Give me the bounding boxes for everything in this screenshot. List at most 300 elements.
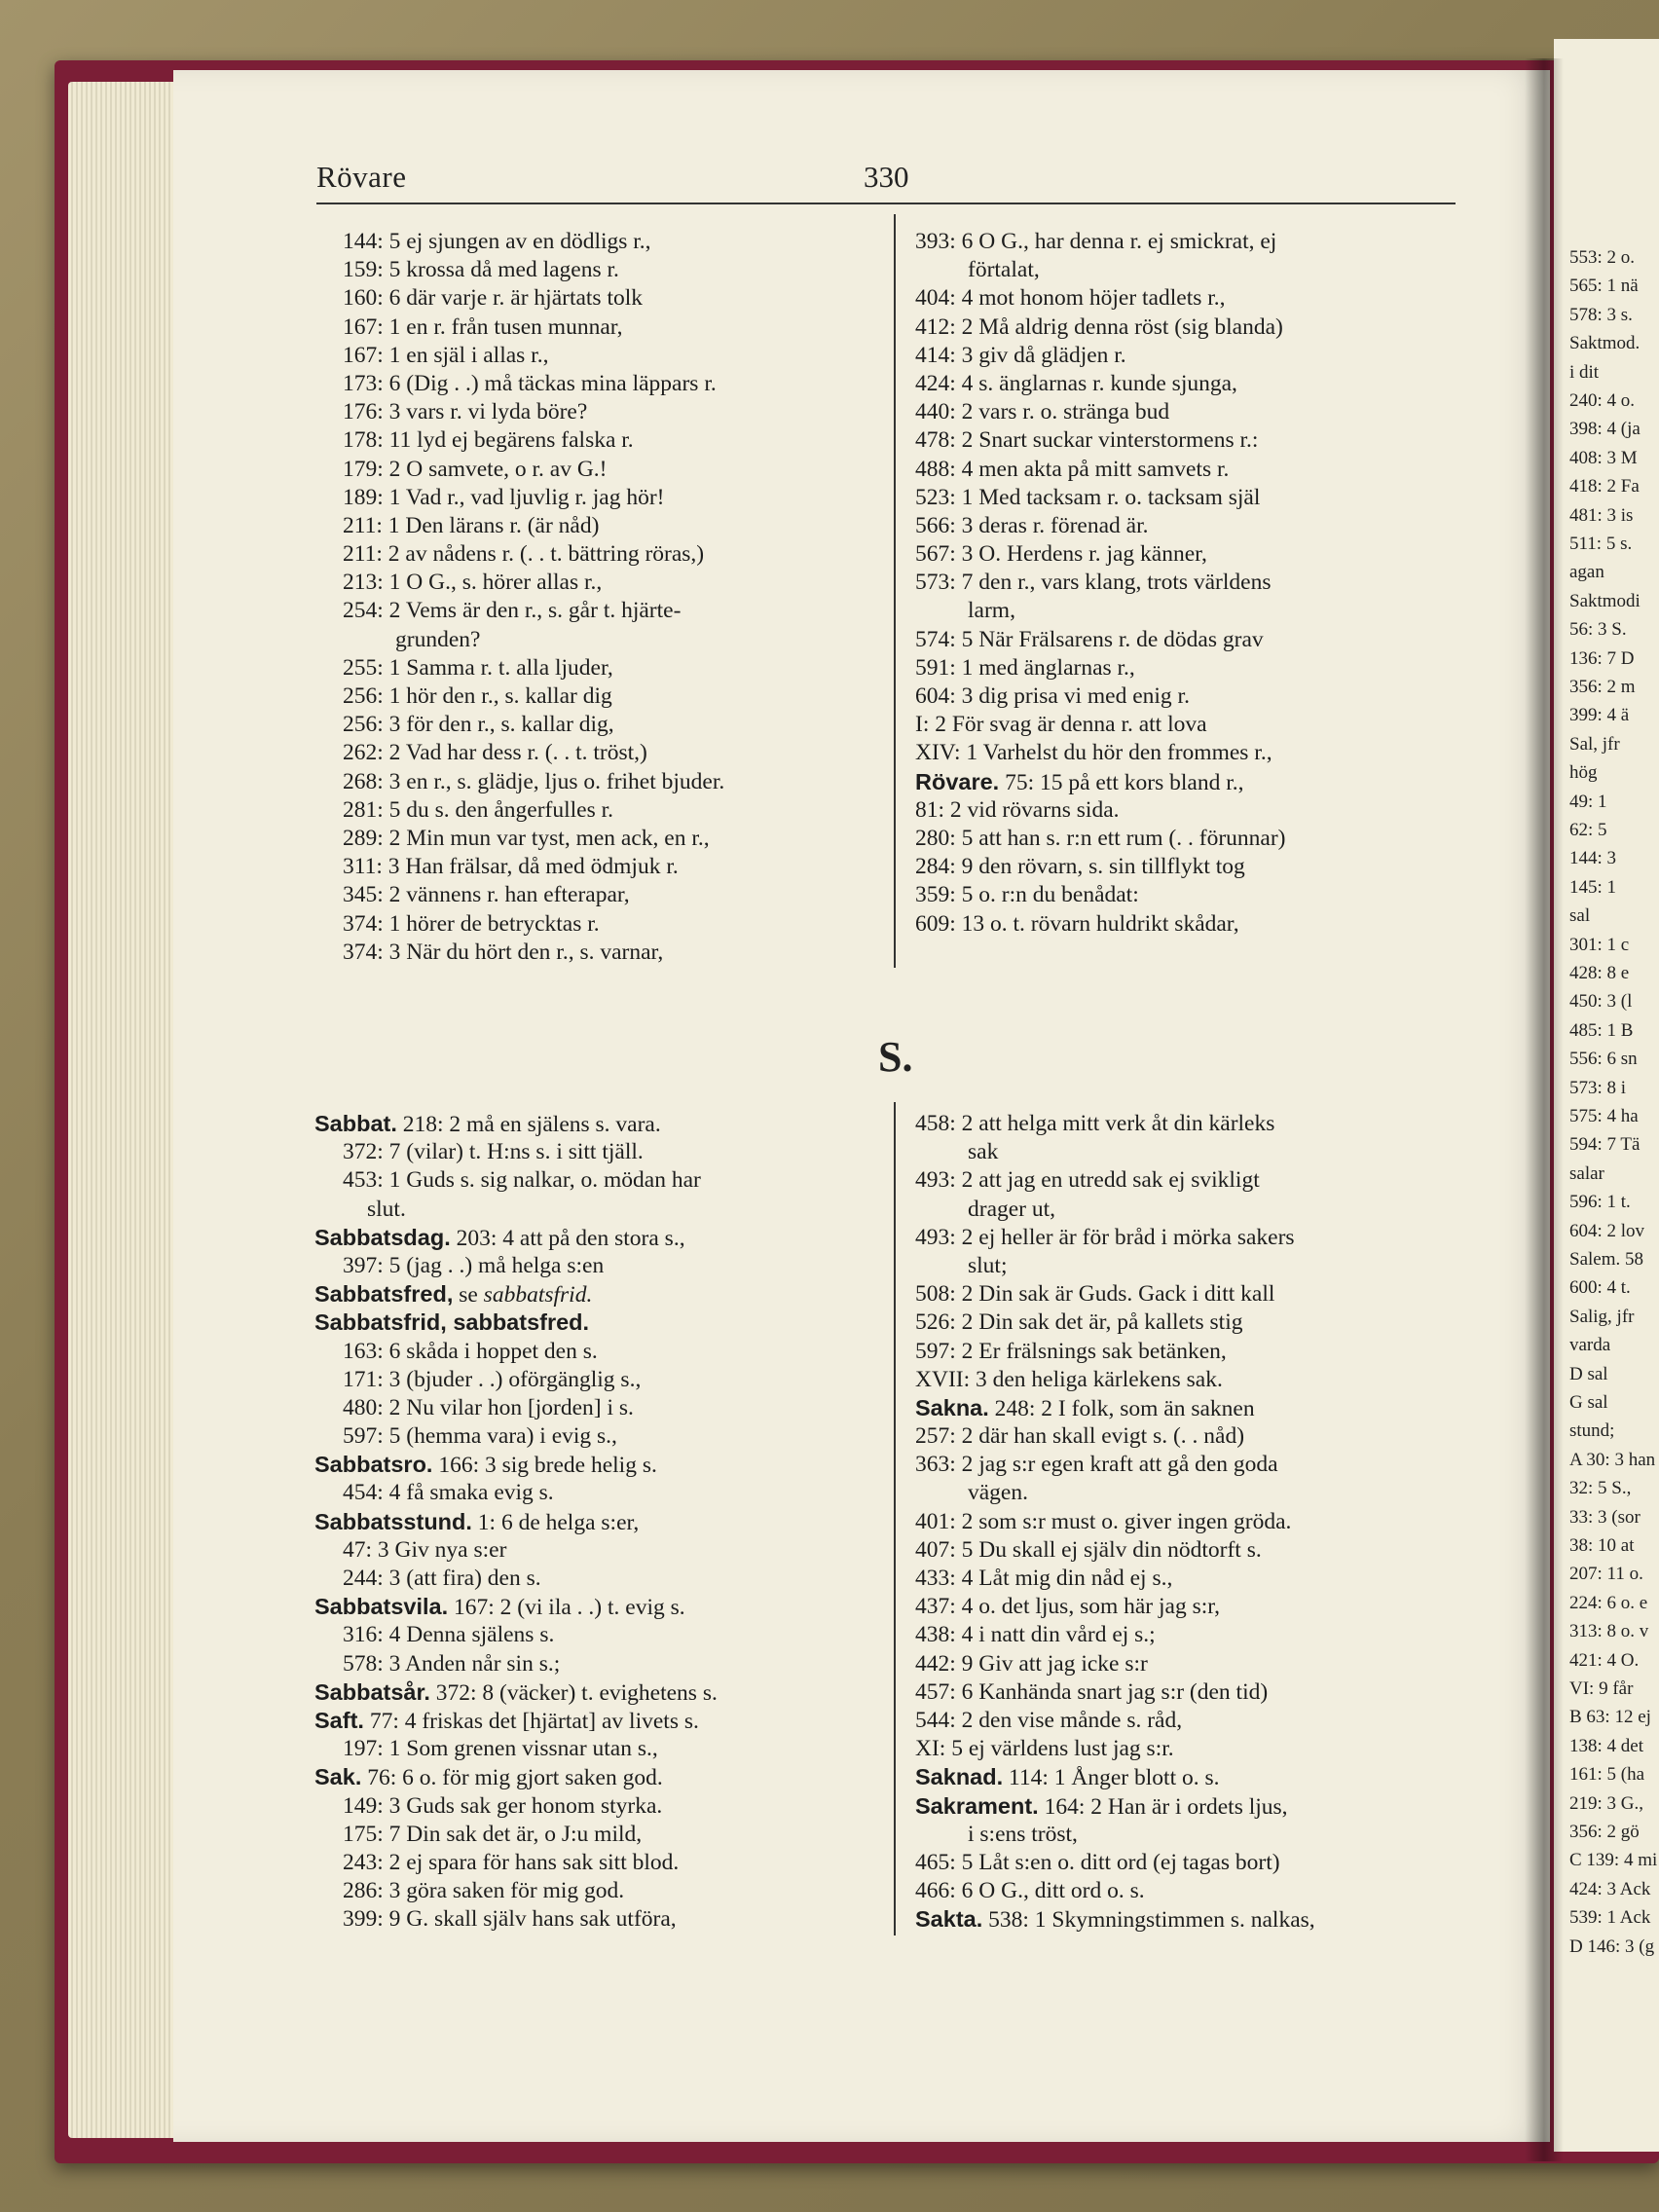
index-line: [915, 910, 1285, 939]
right-page-fragment: 421: 4 O.: [1569, 1649, 1640, 1671]
entry-text: se: [453, 1282, 484, 1309]
index-line: [343, 569, 724, 597]
index-line: [915, 739, 1285, 767]
entry-text: 604: 3 dig prisa vi med enig r.: [915, 683, 1190, 709]
index-line: [343, 284, 724, 313]
right-page-fragment: 573: 8 i: [1569, 1077, 1627, 1098]
entry-text: 166: 3 sig brede helig s.: [432, 1453, 657, 1479]
index-line: [915, 398, 1285, 426]
entry-text: förtalat,: [968, 257, 1040, 283]
column-left-top: [343, 228, 724, 967]
headword: Saknad.: [915, 1764, 1004, 1790]
index-line: [314, 1735, 718, 1763]
headword: Sabbatsfred,: [314, 1281, 454, 1308]
index-line: [314, 1451, 718, 1479]
right-page-fragment: varda: [1569, 1335, 1611, 1356]
entry-text: 374: 3 När du hört den r., s. varnar,: [343, 939, 664, 965]
page-header: [316, 156, 1456, 204]
index-line: [915, 1338, 1315, 1366]
entry-text: 374: 1 hörer de betrycktas r.: [343, 910, 600, 937]
book-gutter: [1525, 58, 1564, 2161]
index-line: [314, 1280, 718, 1309]
index-line: [314, 1763, 718, 1791]
index-line: [314, 1196, 718, 1224]
index-line: [915, 1508, 1315, 1536]
index-line: [343, 682, 724, 711]
right-page-fragment: 424: 3 Ack: [1569, 1878, 1651, 1899]
entry-text: 281: 5 du s. den ångerfulles r.: [343, 796, 614, 823]
index-line: [343, 426, 724, 455]
index-line: [915, 540, 1285, 569]
entry-text: 493: 2 ej heller är för bråd i mörka sakers: [915, 1224, 1295, 1250]
right-page-fragment: 418: 2 Fa: [1569, 476, 1640, 498]
index-line: [915, 1593, 1315, 1621]
right-page-fragment: 594: 7 Tä: [1569, 1134, 1641, 1156]
entry-text: 480: 2 Nu vilar hon [jorden] i s.: [343, 1394, 634, 1420]
index-line: [915, 1309, 1315, 1337]
right-page-fragment: salar: [1569, 1162, 1604, 1184]
right-page-fragment: B 63: 12 ej: [1569, 1707, 1651, 1728]
entry-text: 493: 2 att jag en utredd sak ej svikligt: [915, 1167, 1260, 1194]
entry-text: 465: 5 Låt s:en o. ditt ord (ej tagas bort): [915, 1849, 1280, 1875]
column-right-bottom: [915, 1110, 1315, 1934]
headword: Sabbatsvila.: [314, 1594, 449, 1620]
headword: Sabbatsro.: [314, 1452, 433, 1478]
index-line: [915, 1763, 1315, 1791]
right-page-fragment: 62: 5: [1569, 820, 1607, 840]
entry-text: 167: 1 en r. från tusen munnar,: [343, 313, 623, 340]
index-line: [314, 1877, 718, 1905]
page-number: 330: [864, 160, 909, 194]
index-line: [343, 881, 724, 909]
entry-text: 144: 5 ej sjungen av en dödligs r.,: [343, 229, 651, 254]
right-page-fragment: D 146: 3 (g: [1569, 1936, 1655, 1957]
entry-text: 567: 3 O. Herdens r. jag känner,: [915, 541, 1207, 568]
column-left-bottom: [314, 1110, 718, 1934]
entry-text: 197: 1 Som grenen vissnar utan s.,: [343, 1736, 658, 1762]
right-page-fragment: 428: 8 e: [1569, 963, 1630, 983]
index-line: [314, 1138, 718, 1166]
index-line: [343, 910, 724, 939]
entry-text: i s:ens tröst,: [968, 1821, 1078, 1847]
index-line: [915, 484, 1285, 512]
entry-text: 424: 4 s. änglarnas r. kunde sjunga,: [915, 370, 1237, 396]
index-line: [314, 1678, 718, 1707]
right-page-fragment: stund;: [1569, 1420, 1615, 1442]
index-line: [915, 1422, 1315, 1451]
right-page-fragment: D sal: [1569, 1363, 1608, 1384]
index-line: [343, 711, 724, 739]
right-page-fragment: 481: 3 is: [1569, 504, 1634, 526]
entry-text: 457: 6 Kanhända snart jag s:r (den tid): [915, 1678, 1269, 1705]
entry-text: XVII: 3 den heliga kärlekens sak.: [915, 1366, 1223, 1392]
entry-text: 248: 2 I folk, som än saknen: [988, 1395, 1255, 1421]
index-line: [915, 569, 1285, 597]
entry-text: 176: 3 vars r. vi lyda böre?: [343, 399, 588, 425]
entry-text: 407: 5 Du skall ej själv din nödtorft s.: [915, 1536, 1262, 1563]
right-page-fragment: Saktmodi: [1569, 590, 1641, 611]
right-page-fragment: Salig, jfr: [1569, 1306, 1635, 1327]
right-page-fragment: 38: 10 at: [1569, 1535, 1635, 1556]
right-page-fragment: 136: 7 D: [1569, 647, 1635, 669]
index-line: [343, 796, 724, 825]
entry-text: 372: 8 (väcker) t. evighetens s.: [429, 1679, 718, 1706]
index-line: [915, 1536, 1315, 1565]
right-page-fragment: 313: 8 o. v: [1569, 1621, 1649, 1642]
entry-text: 160: 6 där varje r. är hjärtats tolk: [343, 285, 644, 312]
index-line: [314, 1338, 718, 1366]
index-line: [915, 1877, 1315, 1905]
entry-text: 76: 6 o. för mig gjort saken god.: [361, 1765, 663, 1791]
index-line: [314, 1508, 718, 1536]
entry-text: 280: 5 att han s. r:n ett rum (. . förunnar): [915, 825, 1286, 851]
entry-text: 171: 3 (bjuder . .) oförgänglig s.,: [343, 1366, 642, 1392]
index-line: [343, 370, 724, 398]
index-line: [343, 398, 724, 426]
index-line: [343, 825, 724, 853]
entry-text: 458: 2 att helga mitt verk åt din kärleks: [915, 1111, 1275, 1136]
entry-text: 433: 4 Låt mig din nåd ej s.,: [915, 1566, 1173, 1591]
entry-text: XI: 5 ej världens lust jag s:r.: [915, 1736, 1174, 1762]
entry-text: 284: 9 den rövarn, s. sin tillflykt tog: [915, 854, 1245, 880]
index-line: [915, 1196, 1315, 1224]
headword: Sakna.: [915, 1394, 989, 1420]
entry-text: 164: 2 Han är i ordets ljus,: [1038, 1793, 1288, 1820]
entry-text: 167: 1 en själ i allas r.,: [343, 342, 549, 368]
index-line: [314, 1394, 718, 1422]
entry-text: 213: 1 O G., s. hörer allas r.,: [343, 570, 603, 596]
index-line: [314, 1166, 718, 1195]
right-page-fragment: 485: 1 B: [1569, 1019, 1634, 1041]
column-right-top: [915, 228, 1285, 939]
entry-text: 311: 3 Han frälsar, då med ödmjuk r.: [343, 854, 679, 880]
index-line: [915, 512, 1285, 540]
entry-text: 526: 2 Din sak det är, på kallets stig: [915, 1309, 1243, 1336]
entry-text: 404: 4 mot honom höjer tadlets r.,: [915, 285, 1226, 312]
entry-text: 372: 7 (vilar) t. H:ns s. i sitt tjäll.: [343, 1139, 644, 1165]
index-line: [915, 370, 1285, 398]
entry-text: 523: 1 Med tacksam r. o. tacksam själ: [915, 484, 1261, 510]
index-line: [343, 597, 724, 625]
right-page-fragment: 565: 1 nä: [1569, 276, 1639, 297]
index-line: [915, 1735, 1315, 1763]
index-line: [343, 313, 724, 342]
index-line: [343, 342, 724, 370]
right-page-fragment: 33: 3 (sor: [1569, 1506, 1641, 1528]
right-page-fragment: Sal, jfr: [1569, 733, 1620, 755]
index-line: [915, 1280, 1315, 1309]
right-page-fragment: i dit: [1569, 361, 1600, 383]
entry-text: 454: 4 få smaka evig s.: [343, 1480, 554, 1506]
right-page-fragment: 596: 1 t.: [1569, 1192, 1631, 1213]
index-line: [915, 228, 1285, 256]
entry-text: 453: 1 Guds s. sig nalkar, o. mödan har: [343, 1167, 701, 1194]
index-line: [343, 484, 724, 512]
headword: Sabbatsår.: [314, 1678, 430, 1705]
entry-text: I: 2 För svag är denna r. att lova: [915, 712, 1207, 738]
entry-text: 566: 3 deras r. förenad är.: [915, 512, 1149, 538]
entry-text: 114: 1 Ånger blott o. s.: [1003, 1765, 1220, 1791]
entry-text: 316: 4 Denna själens s.: [343, 1622, 555, 1648]
right-page-fragment: 600: 4 t.: [1569, 1277, 1631, 1299]
entry-text: 466: 6 O G., ditt ord o. s.: [915, 1878, 1145, 1904]
index-line: [915, 1138, 1315, 1166]
index-line: [314, 1593, 718, 1621]
right-page-fragment: 356: 2 gö: [1569, 1822, 1640, 1842]
entry-text: 508: 2 Din sak är Guds. Gack i ditt kall: [915, 1281, 1275, 1308]
right-page-fragment: 539: 1 Ack: [1569, 1907, 1651, 1929]
right-page-fragment: hög: [1569, 762, 1598, 784]
index-line: [343, 456, 724, 484]
entry-text: 442: 9 Giv att jag icke s:r: [915, 1650, 1148, 1677]
index-line: [915, 1678, 1315, 1707]
entry-text: 75: 15 på ett kors bland r.,: [999, 769, 1244, 795]
entry-text: 167: 2 (vi ila . .) t. evig s.: [448, 1595, 685, 1621]
entry-text: 189: 1 Vad r., vad ljuvlig r. jag hör!: [343, 484, 665, 510]
index-line: [915, 1166, 1315, 1195]
index-line: [314, 1422, 718, 1451]
running-head: Rövare: [316, 160, 407, 194]
index-line: [915, 284, 1285, 313]
right-page-fragment: 56: 3 S.: [1569, 619, 1627, 641]
index-line: [343, 768, 724, 796]
right-page-fragment: 219: 3 G.,: [1569, 1792, 1643, 1814]
index-line: [915, 1707, 1315, 1735]
index-line: [915, 1650, 1315, 1678]
entry-text: 412: 2 Må aldrig denna röst (sig blanda): [915, 313, 1283, 340]
entry-text: 393: 6 O G., har denna r. ej smickrat, ej: [915, 229, 1277, 254]
index-line: [314, 1650, 718, 1678]
entry-text: 262: 2 Vad har dess r. (. . t. tröst,): [343, 740, 647, 766]
index-line: [314, 1224, 718, 1252]
index-line: [314, 1252, 718, 1280]
entry-text: 81: 2 vid rövarns sida.: [915, 796, 1120, 823]
index-line: [314, 1479, 718, 1507]
right-page-fragment: 144: 3: [1569, 848, 1617, 869]
right-page-fragment: VI: 9 får: [1569, 1678, 1634, 1699]
index-line: [915, 654, 1285, 682]
headword: Sakta.: [915, 1906, 983, 1933]
index-line: [915, 711, 1285, 739]
column-divider-top: [894, 214, 896, 968]
entry-text: 268: 3 en r., s. glädje, ljus o. frihet bjuder.: [343, 768, 725, 794]
index-line: [915, 597, 1285, 625]
right-page-fragment: 224: 6 o. e: [1569, 1592, 1648, 1613]
entry-text: 163: 6 skåda i hoppet den s.: [343, 1338, 598, 1364]
page-edges: [68, 82, 185, 2138]
index-line: [915, 853, 1285, 881]
right-page-fragment: 145: 1: [1569, 876, 1617, 898]
entry-text: 597: 2 Er frälsnings sak betänken,: [915, 1338, 1227, 1364]
entry-text: 211: 1 Den lärans r. (är nåd): [343, 512, 600, 538]
entry-text: 77: 4 friskas det [hjärtat] av livets s.: [363, 1708, 699, 1734]
index-line: [314, 1565, 718, 1593]
index-line: [314, 1536, 718, 1565]
index-line: [343, 739, 724, 767]
headword: Saft.: [314, 1707, 364, 1733]
headword: Sak.: [314, 1764, 362, 1790]
index-line: [314, 1366, 718, 1394]
entry-text: 401: 2 som s:r must o. giver ingen gröda.: [915, 1508, 1292, 1534]
entry-text: vägen.: [968, 1480, 1028, 1506]
index-line: [314, 1309, 718, 1337]
index-line: [915, 426, 1285, 455]
index-line: [915, 682, 1285, 711]
right-page-fragment: A 30: 3 han: [1569, 1449, 1656, 1470]
index-line: [343, 939, 724, 967]
entry-text: grunden?: [395, 626, 481, 652]
entry-text: 578: 3 Anden når sin s.;: [343, 1650, 561, 1677]
entry-text: 289: 2 Min mun var tyst, men ack, en r.,: [343, 825, 710, 851]
entry-text: 399: 9 G. skall själv hans sak utföra,: [343, 1906, 677, 1933]
right-page-fragment: 553: 2 o.: [1569, 247, 1636, 268]
right-page-fragment: 356: 2 m: [1569, 677, 1636, 697]
entry-text: 211: 2 av nådens r. (. . t. bättring röras,): [343, 541, 705, 568]
entry-text: 397: 5 (jag . .) må helga s:en: [343, 1252, 605, 1278]
entry-text: XIV: 1 Varhelst du hör den frommes r.,: [915, 740, 1272, 766]
headword: Sabbatsstund.: [314, 1508, 472, 1534]
entry-text: 286: 3 göra saken för mig god.: [343, 1878, 625, 1904]
entry-text: 47: 3 Giv nya s:er: [343, 1536, 507, 1563]
entry-text: 414: 3 giv då glädjen r.: [915, 342, 1126, 368]
section-letter: S.: [878, 1033, 913, 1081]
column-divider-bottom: [894, 1102, 896, 1936]
headword: Rövare.: [915, 768, 1000, 794]
index-line: [915, 626, 1285, 654]
index-line: [915, 1366, 1315, 1394]
right-page-fragment: agan: [1569, 562, 1604, 583]
entry-text: 437: 4 o. det ljus, som här jag s:r,: [915, 1594, 1221, 1620]
entry-text: 359: 5 o. r:n du benådat:: [915, 882, 1139, 908]
right-page-fragment: 604: 2 lov: [1569, 1220, 1645, 1241]
index-line: [915, 256, 1285, 284]
cross-reference: sabbatsfrid.: [483, 1282, 593, 1309]
right-page-fragment: 161: 5 (ha: [1569, 1764, 1645, 1786]
entry-text: 149: 3 Guds sak ger honom styrka.: [343, 1792, 663, 1819]
index-line: [915, 1905, 1315, 1934]
right-page-fragment: 399: 4 ä: [1569, 705, 1630, 726]
entry-text: 597: 5 (hemma vara) i evig s.,: [343, 1423, 617, 1450]
entry-text: 609: 13 o. t. rövarn huldrikt skådar,: [915, 910, 1239, 937]
entry-text: 243: 2 ej spara för hans sak sitt blod.: [343, 1849, 680, 1875]
index-line: [343, 256, 724, 284]
entry-text: 179: 2 O samvete, o r. av G.!: [343, 456, 608, 482]
right-page-fragment: 207: 11 o.: [1569, 1564, 1643, 1585]
index-line: [343, 512, 724, 540]
right-page: [1554, 39, 1659, 2152]
headword: Sabbatsfrid, sabbatsfred.: [314, 1309, 590, 1336]
index-line: [915, 796, 1285, 825]
entry-text: 254: 2 Vems är den r., s. går t. hjärte-: [343, 598, 682, 624]
entry-text: 573: 7 den r., vars klang, trots världens: [915, 570, 1272, 596]
index-line: [915, 881, 1285, 909]
entry-text: 257: 2 där han skall evigt s. (. . nåd): [915, 1423, 1245, 1450]
right-page-fragment: 556: 6 sn: [1569, 1049, 1638, 1070]
right-page-fragment: 32: 5 S.,: [1569, 1478, 1632, 1499]
entry-text: 538: 1 Skymningstimmen s. nalkas,: [982, 1907, 1315, 1934]
entry-text: 256: 3 för den r., s. kallar dig,: [343, 712, 614, 738]
index-line: [915, 1849, 1315, 1877]
entry-text: 574: 5 När Frälsarens r. de dödas grav: [915, 626, 1264, 652]
right-page-fragment: 301: 1 c: [1569, 934, 1630, 955]
headword: Sabbat.: [314, 1111, 397, 1136]
index-line: [915, 1792, 1315, 1821]
index-line: [314, 1821, 718, 1849]
entry-text: 440: 2 vars r. o. stränga bud: [915, 399, 1170, 425]
index-line: [915, 342, 1285, 370]
entry-text: 438: 4 i natt din vård ej s.;: [915, 1622, 1156, 1648]
index-line: [314, 1707, 718, 1735]
entry-text: 591: 1 med änglarnas r.,: [915, 654, 1135, 681]
entry-text: drager ut,: [968, 1196, 1056, 1222]
index-line: [314, 1792, 718, 1821]
index-line: [915, 1394, 1315, 1422]
right-page-fragment: Salem. 58: [1569, 1249, 1643, 1270]
index-line: [915, 1252, 1315, 1280]
entry-text: 178: 11 lyd ej begärens falska r.: [343, 427, 634, 454]
entry-text: 345: 2 vännens r. han efterapar,: [343, 882, 630, 908]
index-line: [915, 768, 1285, 796]
headword: Sabbatsdag.: [314, 1224, 451, 1250]
index-line: [915, 456, 1285, 484]
right-page-fragment: sal: [1569, 905, 1591, 927]
entry-text: sak: [968, 1139, 999, 1165]
index-line: [314, 1621, 718, 1649]
right-page-fragment: 575: 4 ha: [1569, 1106, 1639, 1126]
entry-text: 203: 4 att på den stora s.,: [450, 1225, 685, 1251]
index-line: [915, 1224, 1315, 1252]
index-line: [314, 1849, 718, 1877]
entry-text: 175: 7 Din sak det är, o J:u mild,: [343, 1821, 643, 1847]
right-page-fragment: G sal: [1569, 1392, 1608, 1413]
right-page-fragment: 408: 3 M: [1569, 447, 1638, 468]
index-line: [915, 1479, 1315, 1507]
entry-text: 544: 2 den vise månde s. råd,: [915, 1707, 1183, 1733]
entry-text: 1: 6 de helga s:er,: [471, 1509, 640, 1535]
right-page-fragment: C 139: 4 mi: [1569, 1850, 1658, 1871]
index-line: [343, 228, 724, 256]
entry-text: larm,: [968, 598, 1015, 624]
right-page-fragment: Saktmod.: [1569, 333, 1641, 354]
right-page-fragment: 398: 4 (ja: [1569, 419, 1641, 440]
index-line: [343, 540, 724, 569]
right-page-fragment: 578: 3 s.: [1569, 304, 1633, 325]
right-page-fragment: 138: 4 det: [1569, 1735, 1643, 1756]
index-line: [343, 626, 724, 654]
index-line: [314, 1905, 718, 1934]
index-line: [343, 654, 724, 682]
entry-text: 256: 1 hör den r., s. kallar dig: [343, 683, 612, 709]
index-line: [915, 1565, 1315, 1593]
index-line: [915, 1451, 1315, 1479]
entry-text: 244: 3 (att fira) den s.: [343, 1566, 541, 1591]
index-line: [343, 853, 724, 881]
index-line: [915, 1110, 1315, 1138]
index-line: [915, 1821, 1315, 1849]
entry-text: slut;: [968, 1252, 1008, 1278]
right-page-fragment: 240: 4 o.: [1569, 390, 1636, 411]
entry-text: 218: 2 må en själens s. vara.: [396, 1112, 661, 1137]
index-line: [915, 313, 1285, 342]
right-page-fragment: 49: 1: [1569, 791, 1607, 812]
index-line: [915, 825, 1285, 853]
entry-text: slut.: [367, 1196, 406, 1222]
index-line: [314, 1110, 718, 1138]
entry-text: 159: 5 krossa då med lagens r.: [343, 257, 619, 283]
entry-text: 363: 2 jag s:r egen kraft att gå den goda: [915, 1452, 1278, 1478]
right-page-fragment: 511: 5 s.: [1569, 534, 1633, 554]
right-page-fragment: 450: 3 (l: [1569, 991, 1633, 1013]
